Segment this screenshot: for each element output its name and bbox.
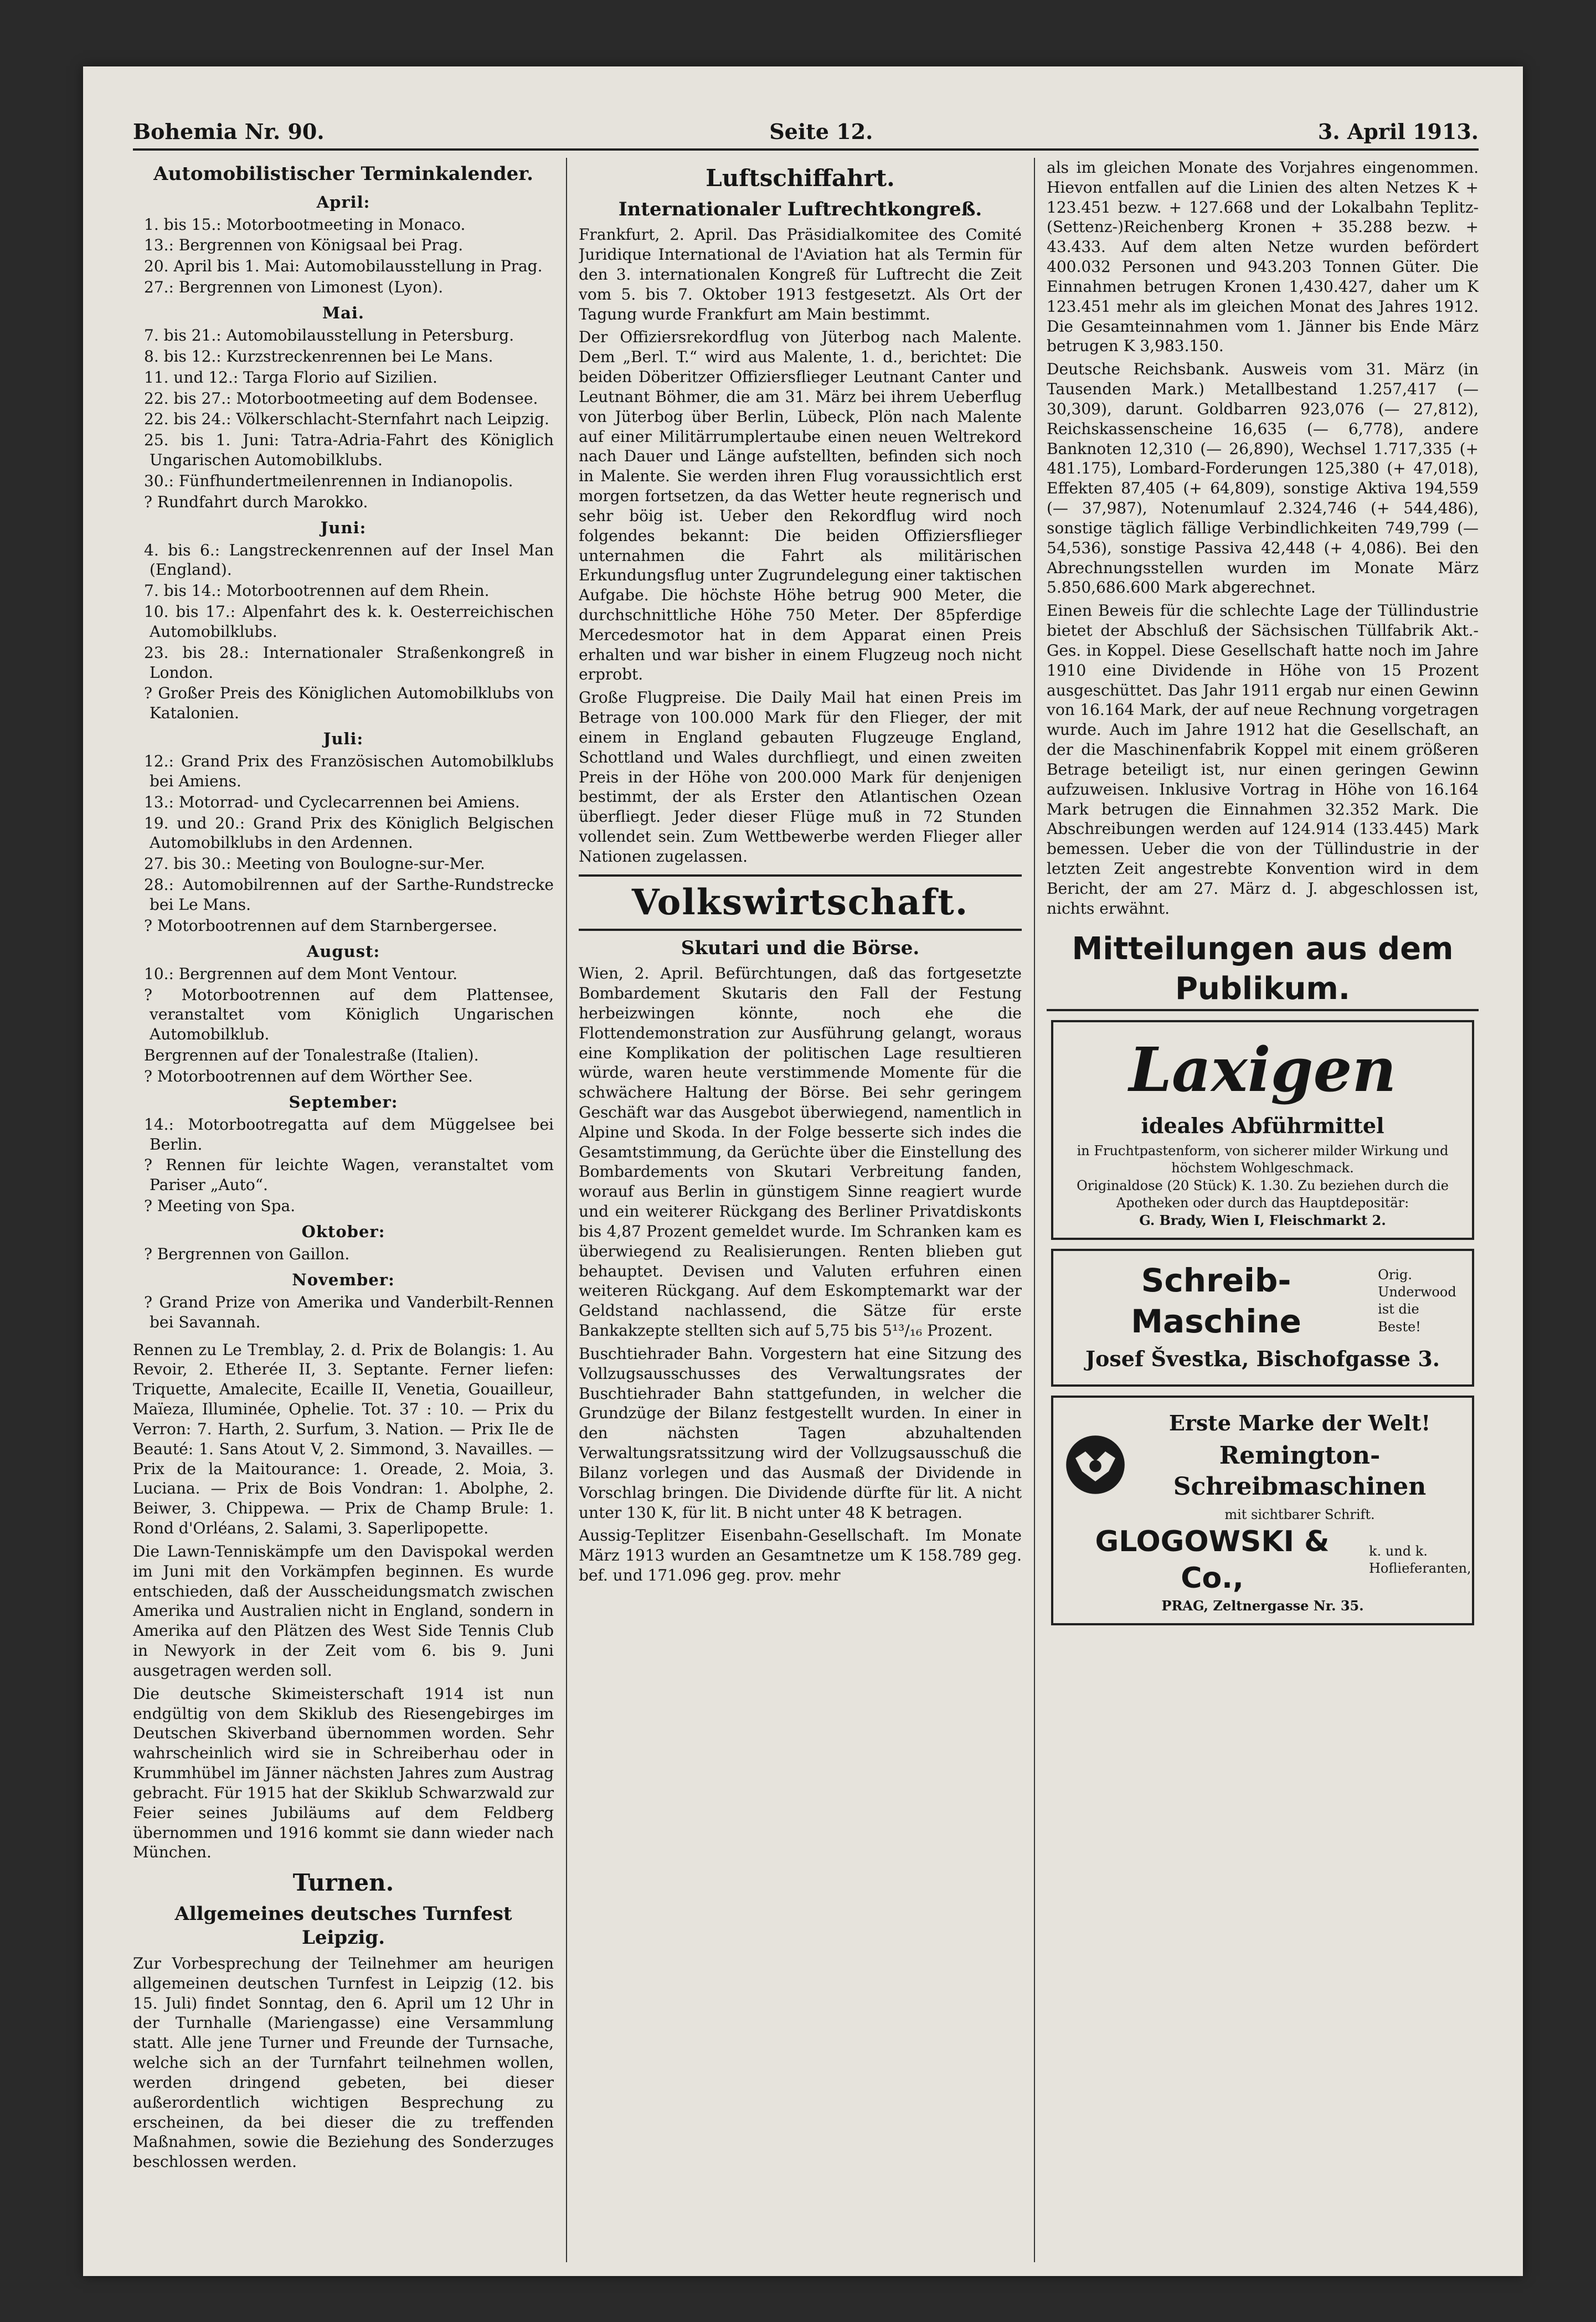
- advertisement-remington: [1051, 1396, 1474, 1625]
- article-headline: Skutari und die Börse.: [681, 936, 920, 959]
- event-list: [133, 751, 554, 935]
- column-middle: [579, 158, 1022, 2262]
- article-paragraph: Die Lawn-Tenniskämpfe um den Davispokal werden im Juni mit den Vorkämpfen beginnen. Es wurde entschieden, daß der Ausscheidungsmatch zwischen Amerika und Australien nicht in England, sondern in Amerika auf den Plätzen des West Side Tennis Club in Newyork in der Zeit vom 6. bis 9. Juni ausgetragen werden soll.: [133, 1542, 554, 1680]
- calendar-entry: 19. und 20.: Grand Prix des Königlich Belgischen Automobilklubs in den Ardennen.: [144, 814, 554, 852]
- month-heading: Mai.: [322, 303, 364, 322]
- section-title: Luftschiffahrt.: [706, 164, 895, 192]
- month-heading: November:: [292, 1270, 395, 1289]
- calendar-entry: 27.: Bergrennen von Limonest (Lyon).: [144, 278, 444, 297]
- ad-company: GLOGOWSKI & Co.,: [1095, 1525, 1330, 1595]
- calendar-entry: 22. bis 27.: Motorbootmeeting auf dem Bodensee.: [144, 389, 538, 408]
- column-divider: [566, 158, 567, 2262]
- article-paragraph: Rennen zu Le Tremblay, 2. d. Prix de Bolangis: 1. Au Revoir, 2. Etherée II, 3. Septante. Ferner liefen: Triquette, Amalecite, Ecaille II, Venetia, Gouailleur, Maïeza, Illuminée, Ophelie. Tot. 37 : 10. — Prix du Verron: 7. Harth, 2. Surfum, 3. Nation. — Prix Ile de Beauté: 1. Sans Atout V, 2. Simmond, 3. Navailles. — Prix de la Maitourance: 1. Oreade, 2. Moia, 3. Luciana. — Prix de Bois Vondran: 1. Abolphe, 2. Beiwer, 3. Chippewa. — Prix de Champ Brule: 1. Rond d'Orléans, 2. Salami, 3. Saperlipopette.: [133, 1340, 554, 1538]
- section-title: Automobilistischer Terminkalender.: [153, 163, 533, 185]
- ad-address: Josef Švestka, Bischofgasse 3.: [1085, 1346, 1440, 1371]
- calendar-entry: 4. bis 6.: Langstreckenrennen auf der Insel Man (England).: [144, 540, 554, 579]
- article-paragraph: Die deutsche Skimeisterschaft 1914 ist nun endgültig von dem Skiklub des Riesengebirges im Deutschen Skiverband übernommen worden. Sehr wahrscheinlich wird sie in Schreiberhau oder in Krummhübel im Jänner nächsten Jahres zum Austrag gebracht. Für 1915 hat der Skiklub Schwarzwald zur Feier seines Jubiläums auf dem Feldberg übernommen und 1916 kommt sie dann wieder nach München.: [133, 1684, 554, 1862]
- masthead: [133, 105, 1479, 151]
- article-paragraph: Deutsche Reichsbank. Ausweis vom 31. März (in Tausenden Mark.) Metallbestand 1.257,417 (— 30,309), darunt. Goldbarren 923,076 (— 27,812), Reichskassenscheine 16,635 (— 6,778), andere Banknoten 12,310 (— 26,890), Wechsel 1.717,335 (+ 481.175), Lombard-Forderungen 125,380 (+ 47,018), Effekten 87,405 (+ 64,809), sonstige Aktiva 194,559 (— 37,987), Notenumlauf 2.324,746 (+ 544,486), sonstige täglich fällige Verbindlichkeiten 749,799 (— 54,536), sonstige Passiva 42,448 (+ 4,086). Bei den Abrechnungsstellen wurden im Monate März 5.850,686.600 Mark abgerechnet.: [1047, 360, 1479, 597]
- ad-side-text: Orig. Underwood ist die Beste!: [1378, 1267, 1456, 1335]
- column-right: [1047, 158, 1479, 2262]
- calendar-entry: 25. bis 1. Juni: Tatra-Adria-Fahrt des Königlich Ungarischen Automobilklubs.: [144, 431, 554, 470]
- month-heading: Juni:: [320, 518, 367, 537]
- calendar-entry: 7. bis 14.: Motorbootrennen auf dem Rhein.: [144, 581, 490, 600]
- ad-tagline: ideales Abführmittel: [1141, 1113, 1384, 1138]
- calendar-entry: 13.: Motorrad- und Cyclecarrennen bei Amiens.: [144, 792, 520, 811]
- calendar-entry: 1. bis 15.: Motorbootmeeting in Monaco.: [144, 215, 466, 234]
- issue-number: Bohemia Nr. 90.: [133, 119, 325, 144]
- calendar-entry: 23. bis 28.: Internationaler Straßenkongreß in London.: [144, 643, 554, 682]
- month-heading: April:: [316, 192, 370, 212]
- calendar-entry: 11. und 12.: Targa Florio auf Sizilien.: [144, 368, 437, 387]
- ad-side-text: k. und k. Hoflieferanten,: [1369, 1543, 1471, 1577]
- article-paragraph: Der Offiziersrekordflug von Jüterbog nach Malente. Dem „Berl. T.“ wird aus Malente, 1. d., berichtet: Die beiden Döberitzer Offiziersflieger Leutnant Canter und Leutnant Böhmer, die am 31. März bei ihrem Ueberflug von Jüterbog über Berlin, Lübeck, Plön nach Malente auf einer Militärrumplertaube einen neuen Weltrekord nach Dauer und Länge aufstellten, befinden sich noch in Malente. Sie werden ihren Flug voraussichtlich erst morgen fortsetzen, da das Wetter heute regnerisch und sehr böig ist. Ueber den Rekordflug wird noch folgendes bekannt: Die beiden Offiziersflieger unternahmen die Fahrt als militärischen Erkundungsflug unter Zugrundelegung einer taktischen Aufgabe. Die höchste Höhe betrug 900 Meter, die durchschnittliche Höhe 750 Meter. Der 85pferdige Mercedesmotor hat in dem Apparat einen Preis erhalten und war bisher in einem Flugzeug noch nicht erprobt.: [579, 328, 1022, 684]
- event-list: [133, 215, 554, 297]
- month-heading: September:: [289, 1092, 398, 1111]
- ad-text: in Fruchtpastenform, von sicherer milder Wirkung und höchstem Wohlgeschmack.: [1077, 1143, 1449, 1176]
- calendar-entry: 8. bis 12.: Kurzstreckenrennen bei Le Mans.: [144, 347, 493, 365]
- calendar-entry: 27. bis 30.: Meeting von Boulogne-sur-Mer.: [144, 854, 485, 873]
- calendar-entry: 12.: Grand Prix des Französischen Automobilklubs bei Amiens.: [144, 752, 554, 790]
- ad-address: G. Brady, Wien I, Fleischmarkt 2.: [1139, 1212, 1386, 1228]
- calendar-entry: 13.: Bergrennen von Königsaal bei Prag.: [144, 236, 464, 255]
- calendar-entry: 14.: Motorbootregatta auf dem Müggelsee bei Berlin.: [144, 1115, 554, 1154]
- calendar-entry: 28.: Automobilrennen auf der Sarthe-Rundstrecke bei Le Mans.: [144, 876, 554, 914]
- section-banner: Volkswirtschaft.: [579, 874, 1022, 931]
- calendar-entry: 7. bis 21.: Automobilausstellung in Petersburg.: [144, 326, 514, 345]
- calendar-entry: 10. bis 17.: Alpenfahrt des k. k. Oesterreichischen Automobilklubs.: [144, 603, 554, 641]
- page-number: Seite 12.: [769, 119, 873, 144]
- article-paragraph: Frankfurt, 2. April. Das Präsidialkomitee des Comité Juridique International de l'Aviation hat als Termin für den 3. internationalen Kongreß für Luftrecht die Zeit vom 5. bis 7. Oktober 1913 festgesetzt. Als Ort der Tagung wurde Frankfurt am Main bestimmt.: [579, 225, 1022, 323]
- ad-text: Originaldose (20 Stück) K. 1.30. Zu beziehen durch die Apotheken oder durch das Hauptdepositär:: [1077, 1177, 1449, 1211]
- issue-date: 3. April 1913.: [1317, 119, 1479, 144]
- calendar-entry: Bergrennen auf der Tonalestraße (Italien).: [144, 1046, 479, 1065]
- calendar-entry: ? Motorbootrennen auf dem Starnbergersee.: [144, 916, 497, 935]
- month-heading: August:: [306, 941, 380, 961]
- calendar-entry: ? Großer Preis des Königlichen Automobilklubs von Katalonien.: [144, 684, 554, 723]
- column-left: [133, 158, 554, 2262]
- article-headline: Internationaler Luftrechtkongreß.: [618, 198, 982, 220]
- calendar-entry: ? Motorbootrennen auf dem Wörther See.: [144, 1067, 473, 1085]
- article-paragraph: als im gleichen Monate des Vorjahres eingenommen. Hievon entfallen auf die Linien des alten Netzes K + 123.451 bezw. + 127.668 und der Lokalbahn Teplitz-(Settenz-)Reichenberg Kronen + 35.288 bezw. + 43.433. Auf dem alten Netze wurden befördert 400.032 Personen und 943.203 Tonnen Güter. Die Einnahmen betrugen Kronen 1,430.427, daher um K 123.451 mehr als im gleichen Monat des Jahres 1912. Die Gesamteinnahmen vom 1. Jänner bis Ende März betrugen K 3,983.150.: [1047, 158, 1479, 356]
- calendar-entry: 22. bis 24.: Völkerschlacht-Sternfahrt nach Leipzig.: [144, 410, 549, 429]
- event-list: [133, 964, 554, 1087]
- article-headline: Allgemeines deutsches Turnfest Leipzig.: [174, 1902, 512, 1949]
- section-banner: Mitteilungen aus dem Publikum.: [1047, 929, 1479, 1011]
- advertisement-underwood: [1051, 1249, 1474, 1387]
- section-title: Turnen.: [292, 1869, 394, 1897]
- ad-text: mit sichtbarer Schrift.: [1224, 1506, 1375, 1522]
- article-paragraph: Zur Vorbesprechung der Teilnehmer am heurigen allgemeinen deutschen Turnfest in Leipzig (12. bis 15. Juli) findet Sonntag, den 6. April um 12 Uhr in der Turnhalle (Mariengasse) eine Versammlung statt. Alle jene Turner und Freunde der Turnsache, welche sich an der Turnfahrt teilnehmen wollen, werden dringend gebeten, bei dieser außerordentlich wichtigen Besprechung zu erscheinen, da bei dieser die zu treffenden Maßnahmen, sowie die Beziehung des Sonderzuges beschlossen werden.: [133, 1954, 554, 2171]
- ad-address: PRAG, Zeltnergasse Nr. 35.: [1161, 1597, 1364, 1614]
- event-list: [133, 1244, 554, 1264]
- article-paragraph: Aussig-Teplitzer Eisenbahn-Gesellschaft. Im Monate März 1913 wurden an Gesamtnetze um K 158.789 geg. bef. und 171.096 geg. prov. mehr: [579, 1526, 1022, 1585]
- article-paragraph: Einen Beweis für die schlechte Lage der Tüllindustrie bietet der Abschluß der Sächsischen Tüllfabrik Akt.-Ges. in Koppel. Diese Gesellschaft hatte noch im Jahre 1910 eine Dividende in Höhe von 15 Prozent ausgeschüttet. Das Jahr 1911 ergab nur einen Gewinn von 16.164 Mark, der auf neue Rechnung vorgetragen wurde. Auch im Jahre 1912 hat die Gesellschaft, an der die Maschinenfabrik Koppel mit einem größeren Betrage beteiligt ist, nur einen geringen Gewinn aufzuweisen. Inklusive Vortrag in Höhe von 16.164 Mark betrugen die Einnahmen 32.352 Mark. Die Abschreibungen werden auf 124.914 (133.445) Mark bemessen. Ueber die von der Tüllindustrie in der letzten Zeit angestrebte Konvention wird in dem Bericht, der am 27. März d. J. abgeschlossen ist, nichts erwähnt.: [1047, 601, 1479, 918]
- month-heading: Oktober:: [301, 1222, 385, 1241]
- article-paragraph: Wien, 2. April. Befürchtungen, daß das fortgesetzte Bombardement Skutaris den Fall der Festung herbeizwingen könnte, noch ehe die Flottendemonstration zur Ausführung gelangt, woraus eine Komplikation der politischen Lage resultieren würde, waren heute verstimmende Momente für die schwächere Haltung der Börse. Bei sehr geringem Geschäft war das Ausgebot überwiegend, namentlich in Alpine und Skoda. In der Folge besserte sich indes die Gesamtstimmung, da Gerüchte über die Einstellung des Bombardements von Skutari Verbreitung fanden, worauf aus Berlin in günstigem Sinne reagiert wurde und ein weiterer Rückgang des Berliner Privatdiskonts bis 4,87 Prozent gemeldet wurde. Im Schranken kam es überwiegend zu Realisierungen. Renten blieben gut behauptet. Devisen und Valuten erfuhren einen weiteren Rückgang. Auf dem Eskomptemarkt war der Geldstand nachlassend, die Sätze für erste Bankakzepte stellten sich auf 5,75 bis 5¹³/₁₆ Prozent.: [579, 964, 1022, 1340]
- calendar-entry: 20. April bis 1. Mai: Automobilausstellung in Prag.: [144, 257, 543, 276]
- event-list: [133, 1115, 554, 1216]
- calendar-entry: ? Meeting von Spa.: [144, 1197, 296, 1216]
- ad-tagline: Erste Marke der Welt!: [1168, 1410, 1431, 1436]
- double-eagle-icon: [1062, 1432, 1129, 1498]
- calendar-entry: ? Bergrennen von Gaillon.: [144, 1245, 350, 1264]
- column-divider: [1034, 158, 1035, 2262]
- calendar-entry: ? Grand Prize von Amerika und Vanderbilt-Rennen bei Savannah.: [144, 1293, 554, 1331]
- calendar-entry: ? Rennen für leichte Wagen, veranstaltet vom Pariser „Auto“.: [144, 1156, 554, 1195]
- calendar-entry: 10.: Bergrennen auf dem Mont Ventour.: [144, 964, 458, 983]
- article-paragraph: Große Flugpreise. Die Daily Mail hat einen Preis im Betrage von 100.000 Mark für den Flieger, der mit einem in England gebauten Flugzeuge England, Schottland und Wales durchfliegt, und einen zweiten Preis in der Höhe von 200.000 Mark für denjenigen bestimmt, der als Erster den Atlantischen Ozean überfliegt. Jeder dieser Flüge muß in 72 Stunden vollendet sein. Zum Wettbewerbe werden Flieger aller Nationen zugelassen.: [579, 688, 1022, 866]
- article-paragraph: Buschtiehrader Bahn. Vorgestern hat eine Sitzung des Vollzugsausschusses des Verwaltungsrates der Buschtiehrader Bahn stattgefunden, in welcher die Grundzüge der Bilanz festgestellt wurden. In einer in den nächsten Tagen abzuhaltenden Verwaltungsratssitzung wird der Vollzugsausschuß die Bilanz vorlegen und das Ausmaß der Dividende in Vorschlag bringen. Die Dividende dürfte für lit. A nicht unter 130 K, für lit. B nicht unter 48 K betragen.: [579, 1344, 1022, 1522]
- calendar-entry: ? Rundfahrt durch Marokko.: [144, 492, 368, 511]
- month-heading: Juli:: [323, 729, 364, 749]
- calendar-entry: 30.: Fünfhundertmeilenrennen in Indianopolis.: [144, 471, 513, 490]
- calendar-entry: ? Motorbootrennen auf dem Plattensee, veranstaltet vom Königlich Ungarischen Automobilklub.: [144, 985, 554, 1044]
- newspaper-page: [83, 66, 1523, 2276]
- event-list: [133, 540, 554, 723]
- event-list: [133, 1293, 554, 1332]
- ad-headline: Schreib-Maschine: [1131, 1262, 1301, 1341]
- event-list: [133, 326, 554, 512]
- ad-brand: Laxigen: [1129, 1033, 1397, 1105]
- ad-headline: Remington-Schreibmaschinen: [1173, 1441, 1427, 1501]
- advertisement-laxigen: [1051, 1020, 1474, 1240]
